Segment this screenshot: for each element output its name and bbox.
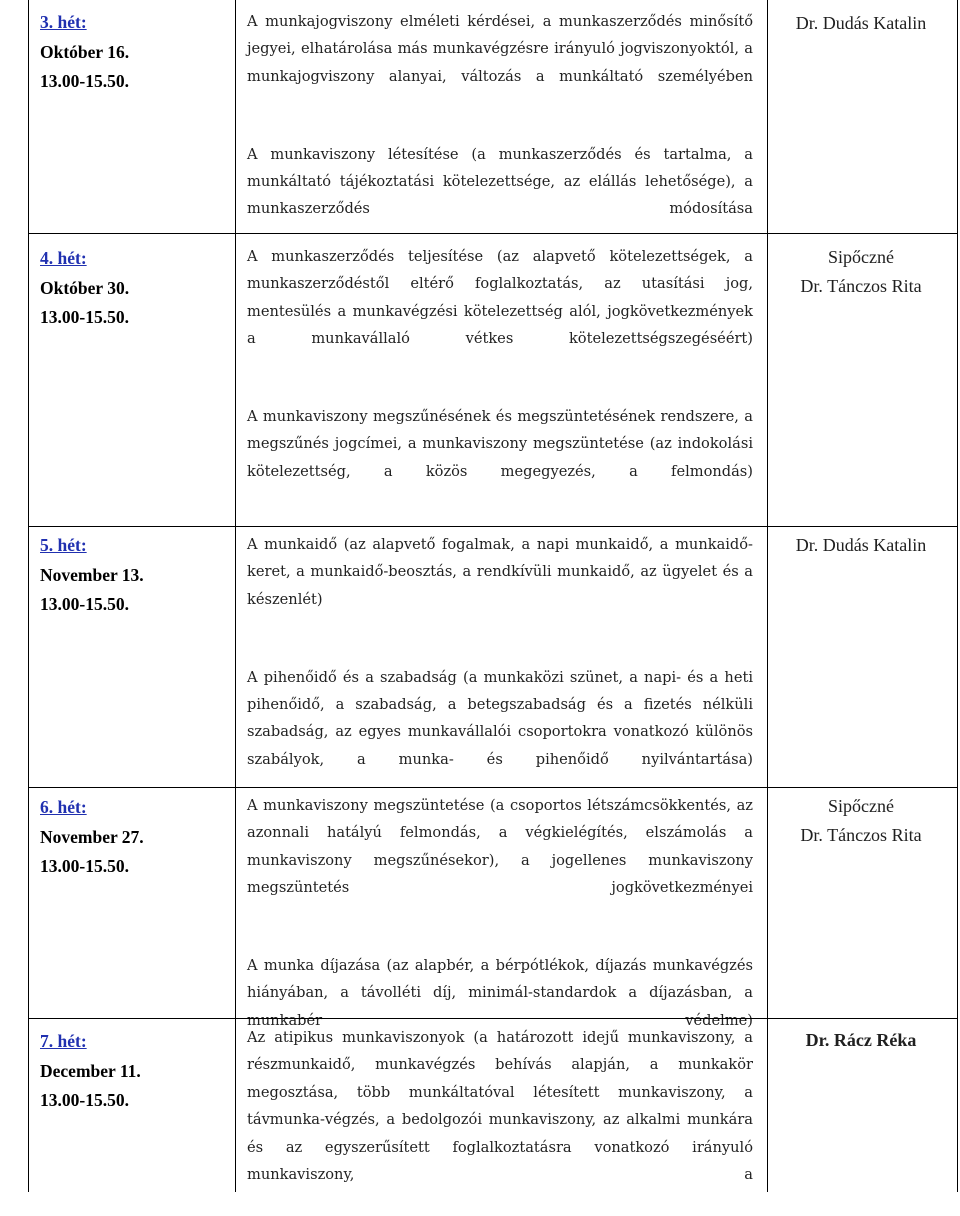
teacher-name: Dr. Dudás Katalin <box>795 13 927 33</box>
table-border-left <box>28 0 29 1192</box>
topics-cell <box>247 1024 753 1216</box>
topic-text: A munkaszerződés teljesítése (az alapvető kötelezettségek, a munkaszerződéstől eltérő foglalkoztatás, az utasítási jog, mentesülés a munkavégzési kötelezettség alól, jogkövetkezmények a munkavállaló vétkes kötelezettségszegéséért) <box>247 248 753 348</box>
teacher-name: Dr. Dudás Katalin <box>795 535 927 555</box>
table-row <box>28 526 957 788</box>
topics-cell <box>247 8 753 250</box>
date-label: November 27. <box>40 826 144 847</box>
teacher-cell <box>768 1026 954 1055</box>
column-divider <box>767 0 768 1192</box>
week-cell <box>40 8 230 97</box>
date-label: December 11. <box>40 1060 141 1081</box>
teacher-name: Dr. Rácz Réka <box>805 1030 917 1050</box>
topic-text: A munkajogviszony elméleti kérdései, a munkaszerződés minősítő jegyei, elhatárolása más munkavégzésre irányuló jogviszonyoktól, a munkajogviszony alanyai, változás a munkáltató személyében <box>247 13 753 85</box>
time-label: 13.00-15.50. <box>40 71 129 91</box>
time-label: 13.00-15.50. <box>40 1090 129 1110</box>
column-divider <box>235 0 236 1192</box>
table-row <box>28 1018 957 1193</box>
table-row <box>28 233 957 527</box>
table-border-right <box>957 0 958 1192</box>
schedule-table <box>28 0 957 1192</box>
week-label: 5. hét: <box>40 535 87 555</box>
teacher-name: Dr. Tánczos Rita <box>800 276 922 296</box>
time-label: 13.00-15.50. <box>40 856 129 876</box>
week-cell <box>40 531 230 620</box>
teacher-name: Sipőczné <box>828 796 894 816</box>
topic-text: A munkaviszony megszűnésének és megszüntetésének rendszere, a megszűnés jogcímei, a munkaviszony megszüntetése (az indokolási kötelezettség, a közös megegyezés, a felmondás) <box>247 408 753 480</box>
week-cell <box>40 1027 230 1116</box>
week-cell <box>40 244 230 333</box>
week-cell <box>40 793 230 882</box>
teacher-cell <box>768 531 954 560</box>
topic-text: A munkaviszony létesítése (a munkaszerződés és tartalma, a munkáltató tájékoztatási kötelezettsége, az elállás lehetősége), a munkaszerződés módosítása <box>247 145 753 218</box>
week-label: 7. hét: <box>40 1031 87 1051</box>
teacher-name: Sipőczné <box>828 247 894 267</box>
topics-cell <box>247 243 753 513</box>
time-label: 13.00-15.50. <box>40 307 129 327</box>
week-label: 6. hét: <box>40 797 87 817</box>
topic-text: A munkaidő (az alapvető fogalmak, a napi munkaidő, a munkaidő-keret, a munkaidő-beosztás, a rendkívüli munkaidő, az ügyelet és a készenlét) <box>247 536 753 608</box>
teacher-cell <box>768 243 954 301</box>
topics-cell <box>247 531 753 801</box>
time-label: 13.00-15.50. <box>40 594 129 614</box>
week-label: 3. hét: <box>40 12 87 32</box>
topic-text: A pihenőidő és a szabadság (a munkaközi szünet, a napi- és a heti pihenőidő, a szabadság, a betegszabadság és a fizetés nélküli szabadság, az egyes munkavállalói csoportokra vonatkozó különös szabályok, a munka- és pihenőidő nyilvántartása) <box>247 668 753 768</box>
date-label: Október 30. <box>40 277 130 298</box>
date-label: November 13. <box>40 564 144 585</box>
teacher-cell <box>768 792 954 850</box>
teacher-name: Dr. Tánczos Rita <box>800 825 922 845</box>
week-label: 4. hét: <box>40 248 87 268</box>
table-row <box>28 787 957 1029</box>
topic-text: A munkaviszony megszüntetése (a csoportos létszámcsökkentés, az azonnali hatályú felmondás, a végkielégítés, elszámolás a munkaviszony megszűnésekor), a jogellenes munkaviszony megszüntetés jogkövetkezményei <box>247 797 753 897</box>
topic-text: A munka díjazása (az alapbér, a bérpótlékok, díjazás munkavégzés hiányában, a távolléti díj, minimál-standardok a díjazásban, a munkabér védelme) <box>247 957 753 1029</box>
date-label: Október 16. <box>40 41 130 62</box>
topic-text: Az atipikus munkaviszonyok (a határozott idejű munkaviszony, a részmunkaidő, munkavégzés behívás alapján, a munkakör megosztása, több munkáltatóval létesített munkaviszony, a távmunka-végzés, a bedolgozói munkaviszony, az alkalmi munkára és az egyszerűsített foglalkoztatásra vonatkozó irányuló munkaviszony, a <box>247 1029 753 1184</box>
table-row <box>28 0 957 233</box>
teacher-cell <box>768 9 954 38</box>
